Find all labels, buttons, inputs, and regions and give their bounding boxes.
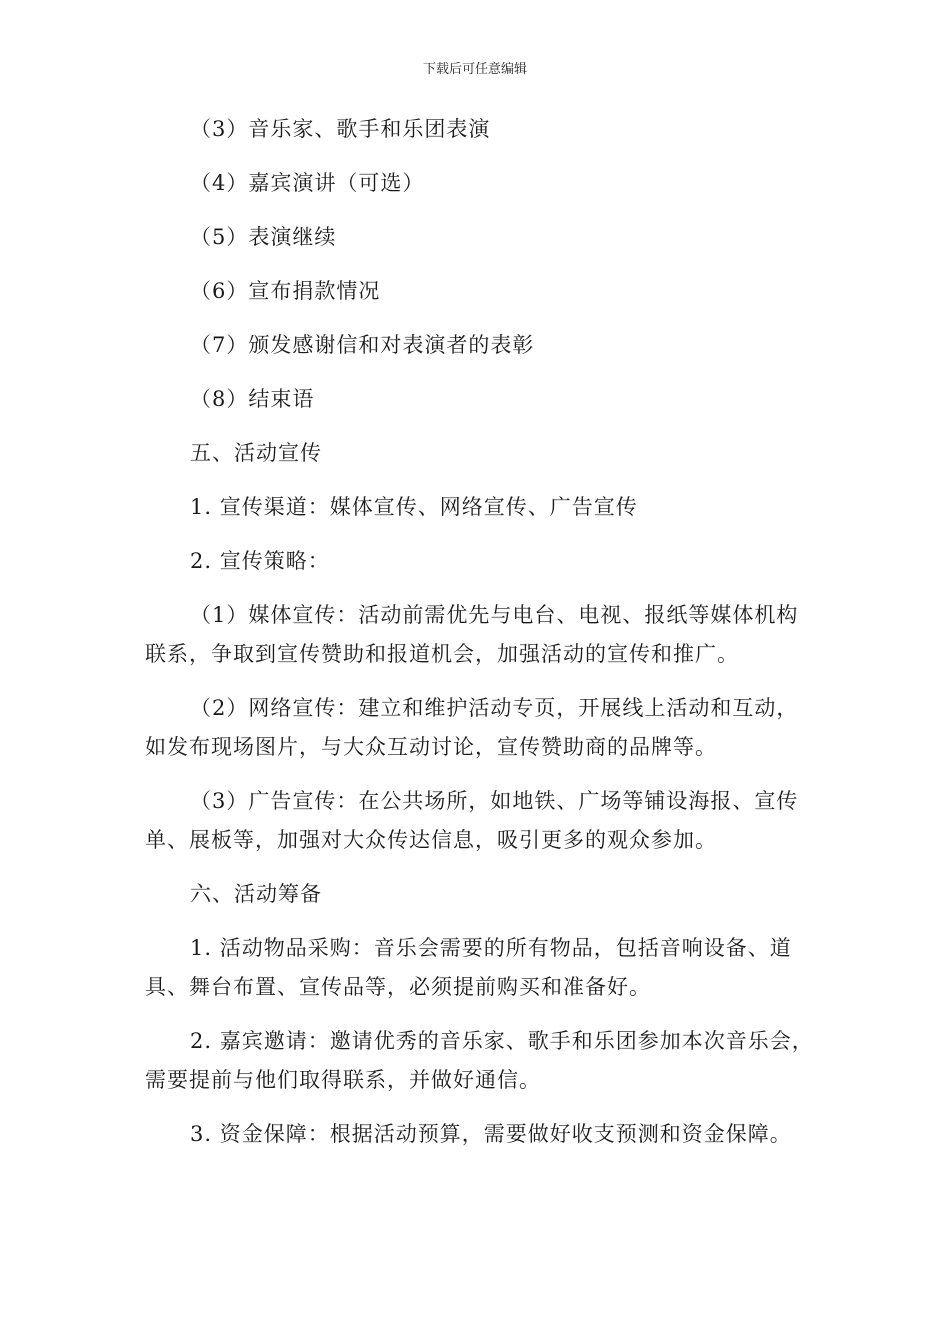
document-body	[145, 110, 815, 1154]
prep-funding: 3. 资金保障：根据活动预算，需要做好收支预测和资金保障。	[190, 1122, 792, 1146]
agenda-item-6: （6）宣布捐款情况	[190, 279, 381, 303]
section-heading-preparation: 六、活动筹备	[190, 882, 322, 906]
promotion-strategy-heading: 2. 宣传策略：	[190, 549, 330, 573]
strategy-online: （2）网络宣传：建立和维护活动专页，开展线上活动和互动，如发布现场图片，与大众互动讨论，宣传赞助商的品牌等。	[145, 696, 799, 759]
agenda-item-5: （5）表演继续	[190, 225, 337, 249]
prep-procurement: 1. 活动物品采购：音乐会需要的所有物品，包括音响设备、道具、舞台布置、宣传品等，必须提前购买和准备好。	[145, 936, 792, 999]
agenda-item-8: （8）结束语	[190, 387, 315, 411]
promotion-channels: 1. 宣传渠道：媒体宣传、网络宣传、广告宣传	[190, 495, 638, 519]
agenda-item-7: （7）颁发感谢信和对表演者的表彰	[190, 333, 535, 357]
section-heading-promotion: 五、活动宣传	[190, 441, 322, 465]
strategy-media: （1）媒体宣传：活动前需优先与电台、电视、报纸等媒体机构联系，争取到宣传赞助和报道机会，加强活动的宣传和推广。	[145, 603, 799, 666]
header-note: 下载后可任意编辑	[422, 62, 527, 77]
agenda-item-4: （4）嘉宾演讲（可选）	[190, 171, 425, 195]
agenda-item-3: （3）音乐家、歌手和乐团表演	[190, 117, 491, 141]
strategy-advertising: （3）广告宣传：在公共场所，如地铁、广场等铺设海报、宣传单、展板等，加强对大众传达信息，吸引更多的观众参加。	[145, 789, 799, 852]
prep-guest-invitation: 2. 嘉宾邀请：邀请优秀的音乐家、歌手和乐团参加本次音乐会，需要提前与他们取得联系，并做好通信。	[145, 1029, 814, 1092]
